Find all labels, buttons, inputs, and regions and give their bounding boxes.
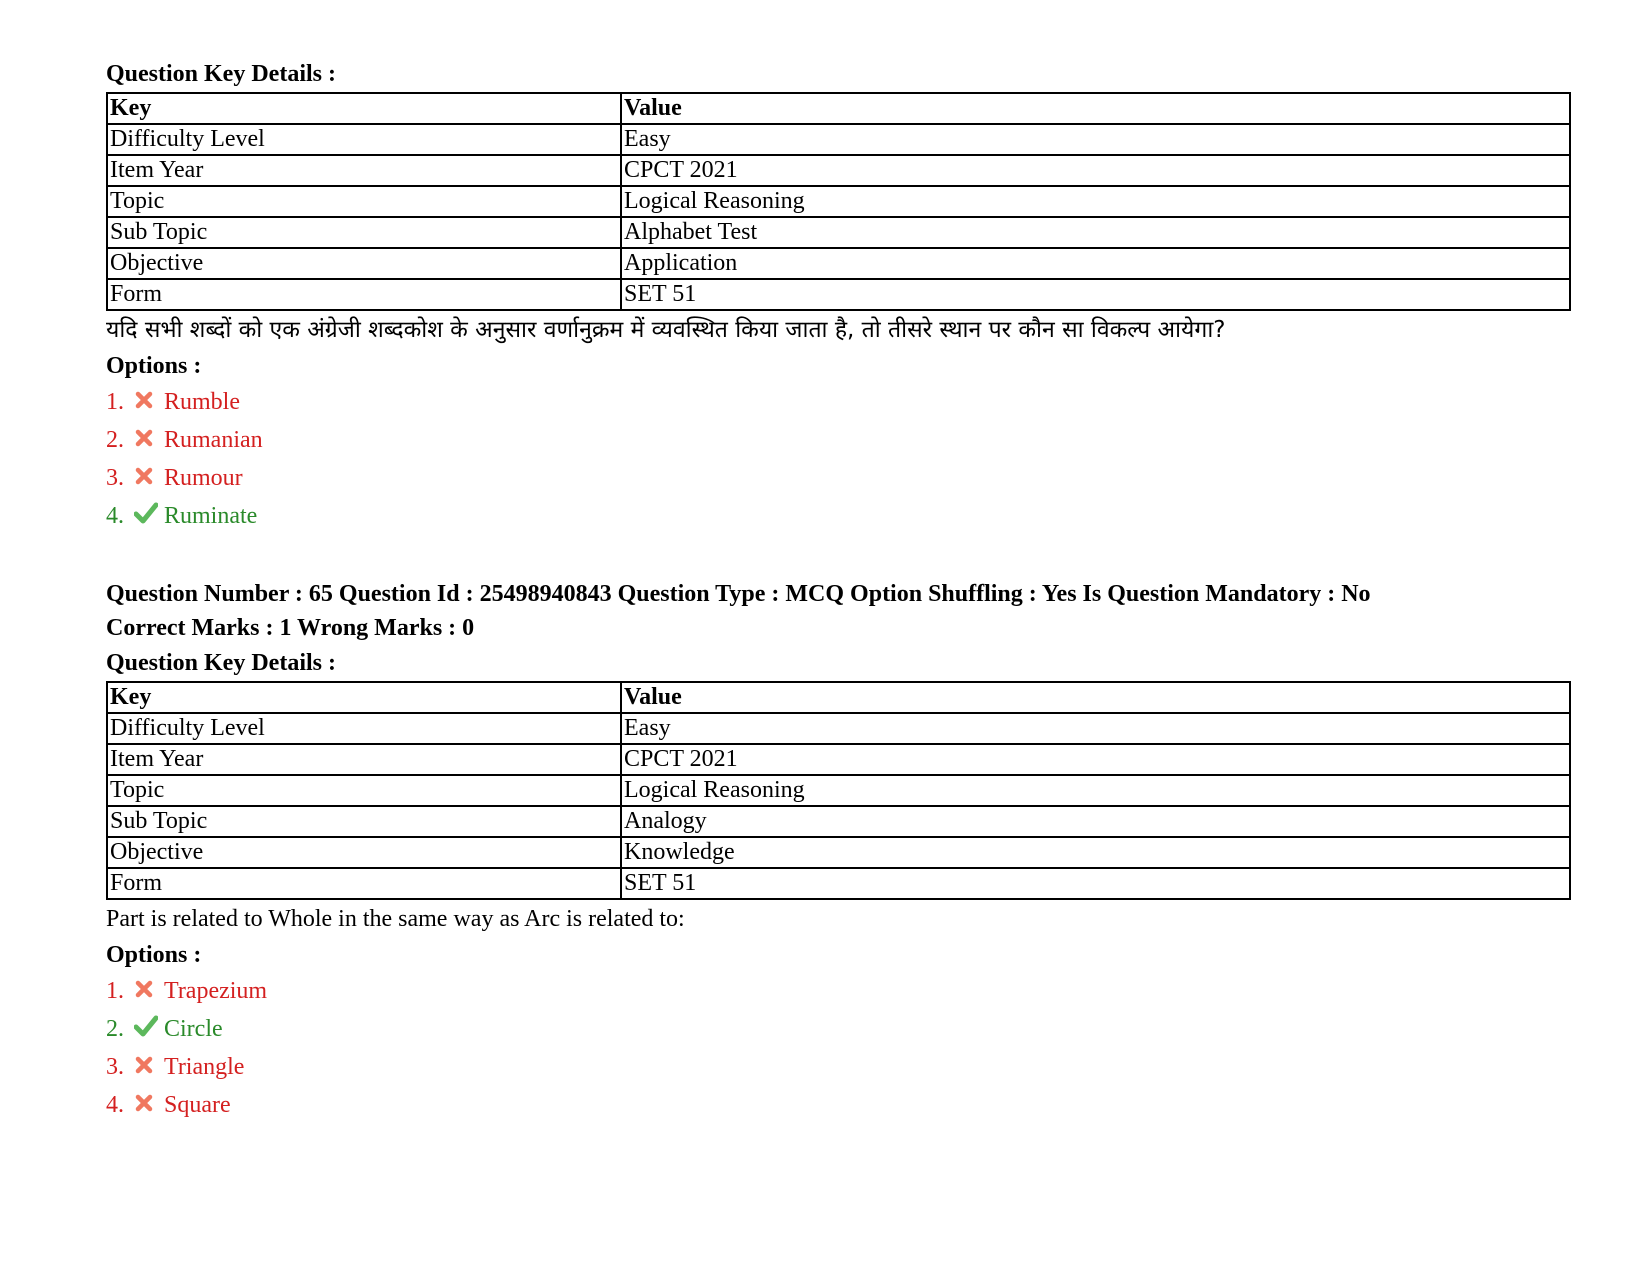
option-number: 3.	[106, 465, 124, 491]
question-meta-line: Question Number : 65 Question Id : 25498940843 Question Type : MCQ Option Shuffling : Yes Is Question Mandatory : No	[106, 581, 1371, 607]
option-item	[106, 383, 1570, 421]
table-row	[107, 217, 1570, 248]
table-header-row	[107, 682, 1570, 713]
options-label: Options :	[106, 353, 202, 379]
table-row	[107, 837, 1570, 868]
option-item	[106, 1010, 1570, 1048]
table-cell-value: Alphabet Test	[621, 217, 1570, 248]
table-cell-key: Item Year	[107, 155, 621, 186]
option-number: 4.	[106, 503, 124, 529]
cross-icon	[134, 384, 158, 408]
option-text: Ruminate	[164, 503, 258, 529]
table-header-key: Key	[107, 682, 621, 713]
table-row	[107, 124, 1570, 155]
table-row	[107, 279, 1570, 310]
table-cell-key: Topic	[107, 186, 621, 217]
check-icon	[134, 498, 158, 522]
key-details-table	[106, 92, 1571, 311]
table-row	[107, 744, 1570, 775]
option-item	[106, 972, 1570, 1010]
table-row	[107, 155, 1570, 186]
question-block-2	[106, 577, 1570, 1124]
option-text: Rumanian	[164, 427, 263, 453]
table-header-row	[107, 93, 1570, 124]
table-header-key: Key	[107, 93, 621, 124]
question-block-1	[106, 56, 1570, 535]
key-details-table	[106, 681, 1571, 900]
cross-icon	[134, 422, 158, 446]
table-cell-key: Item Year	[107, 744, 621, 775]
option-item	[106, 459, 1570, 497]
option-text: Circle	[164, 1016, 223, 1042]
table-cell-value: Easy	[621, 124, 1570, 155]
table-cell-value: CPCT 2021	[621, 744, 1570, 775]
table-row	[107, 868, 1570, 899]
table-cell-key: Form	[107, 868, 621, 899]
option-text: Rumour	[164, 465, 243, 491]
table-header-value: Value	[621, 682, 1570, 713]
table-row	[107, 775, 1570, 806]
cross-icon	[134, 973, 158, 997]
block-spacer	[106, 535, 1570, 577]
table-cell-key: Sub Topic	[107, 806, 621, 837]
option-item	[106, 497, 1570, 535]
check-icon	[134, 1011, 158, 1035]
table-cell-key: Difficulty Level	[107, 713, 621, 744]
option-item	[106, 1086, 1570, 1124]
option-item	[106, 1048, 1570, 1086]
document-page	[106, 56, 1570, 1124]
table-cell-value: Application	[621, 248, 1570, 279]
option-number: 4.	[106, 1092, 124, 1118]
option-number: 2.	[106, 427, 124, 453]
table-cell-value: Easy	[621, 713, 1570, 744]
table-cell-key: Sub Topic	[107, 217, 621, 248]
option-number: 2.	[106, 1016, 124, 1042]
cross-icon	[134, 1087, 158, 1111]
marks-line: Correct Marks : 1 Wrong Marks : 0	[106, 615, 475, 641]
cross-icon	[134, 1049, 158, 1073]
option-number: 1.	[106, 978, 124, 1004]
table-cell-value: Logical Reasoning	[621, 186, 1570, 217]
option-text: Triangle	[164, 1054, 245, 1080]
table-row	[107, 248, 1570, 279]
table-row	[107, 713, 1570, 744]
option-number: 1.	[106, 389, 124, 415]
table-cell-key: Difficulty Level	[107, 124, 621, 155]
table-row	[107, 806, 1570, 837]
option-number: 3.	[106, 1054, 124, 1080]
cross-icon	[134, 460, 158, 484]
table-cell-key: Objective	[107, 248, 621, 279]
option-text: Rumble	[164, 389, 240, 415]
option-item	[106, 421, 1570, 459]
table-cell-key: Objective	[107, 837, 621, 868]
table-row	[107, 186, 1570, 217]
table-cell-value: SET 51	[621, 868, 1570, 899]
question-text: यदि सभी शब्दों को एक अंग्रेजी शब्दकोश के अनुसार वर्णानुक्रम में व्यवस्थित किया जाता है, तो तीसरे स्थान पर कौन सा विकल्प आयेगा?	[106, 317, 1226, 343]
question-text: Part is related to Whole in the same way as Arc is related to:	[106, 906, 685, 932]
option-text: Trapezium	[164, 978, 268, 1004]
key-details-label: Question Key Details :	[106, 650, 336, 676]
table-cell-key: Topic	[107, 775, 621, 806]
key-details-label: Question Key Details :	[106, 61, 336, 87]
table-cell-key: Form	[107, 279, 621, 310]
option-text: Square	[164, 1092, 231, 1118]
table-cell-value: SET 51	[621, 279, 1570, 310]
table-header-value: Value	[621, 93, 1570, 124]
table-cell-value: Knowledge	[621, 837, 1570, 868]
options-label: Options :	[106, 942, 202, 968]
table-cell-value: Analogy	[621, 806, 1570, 837]
table-cell-value: CPCT 2021	[621, 155, 1570, 186]
table-cell-value: Logical Reasoning	[621, 775, 1570, 806]
